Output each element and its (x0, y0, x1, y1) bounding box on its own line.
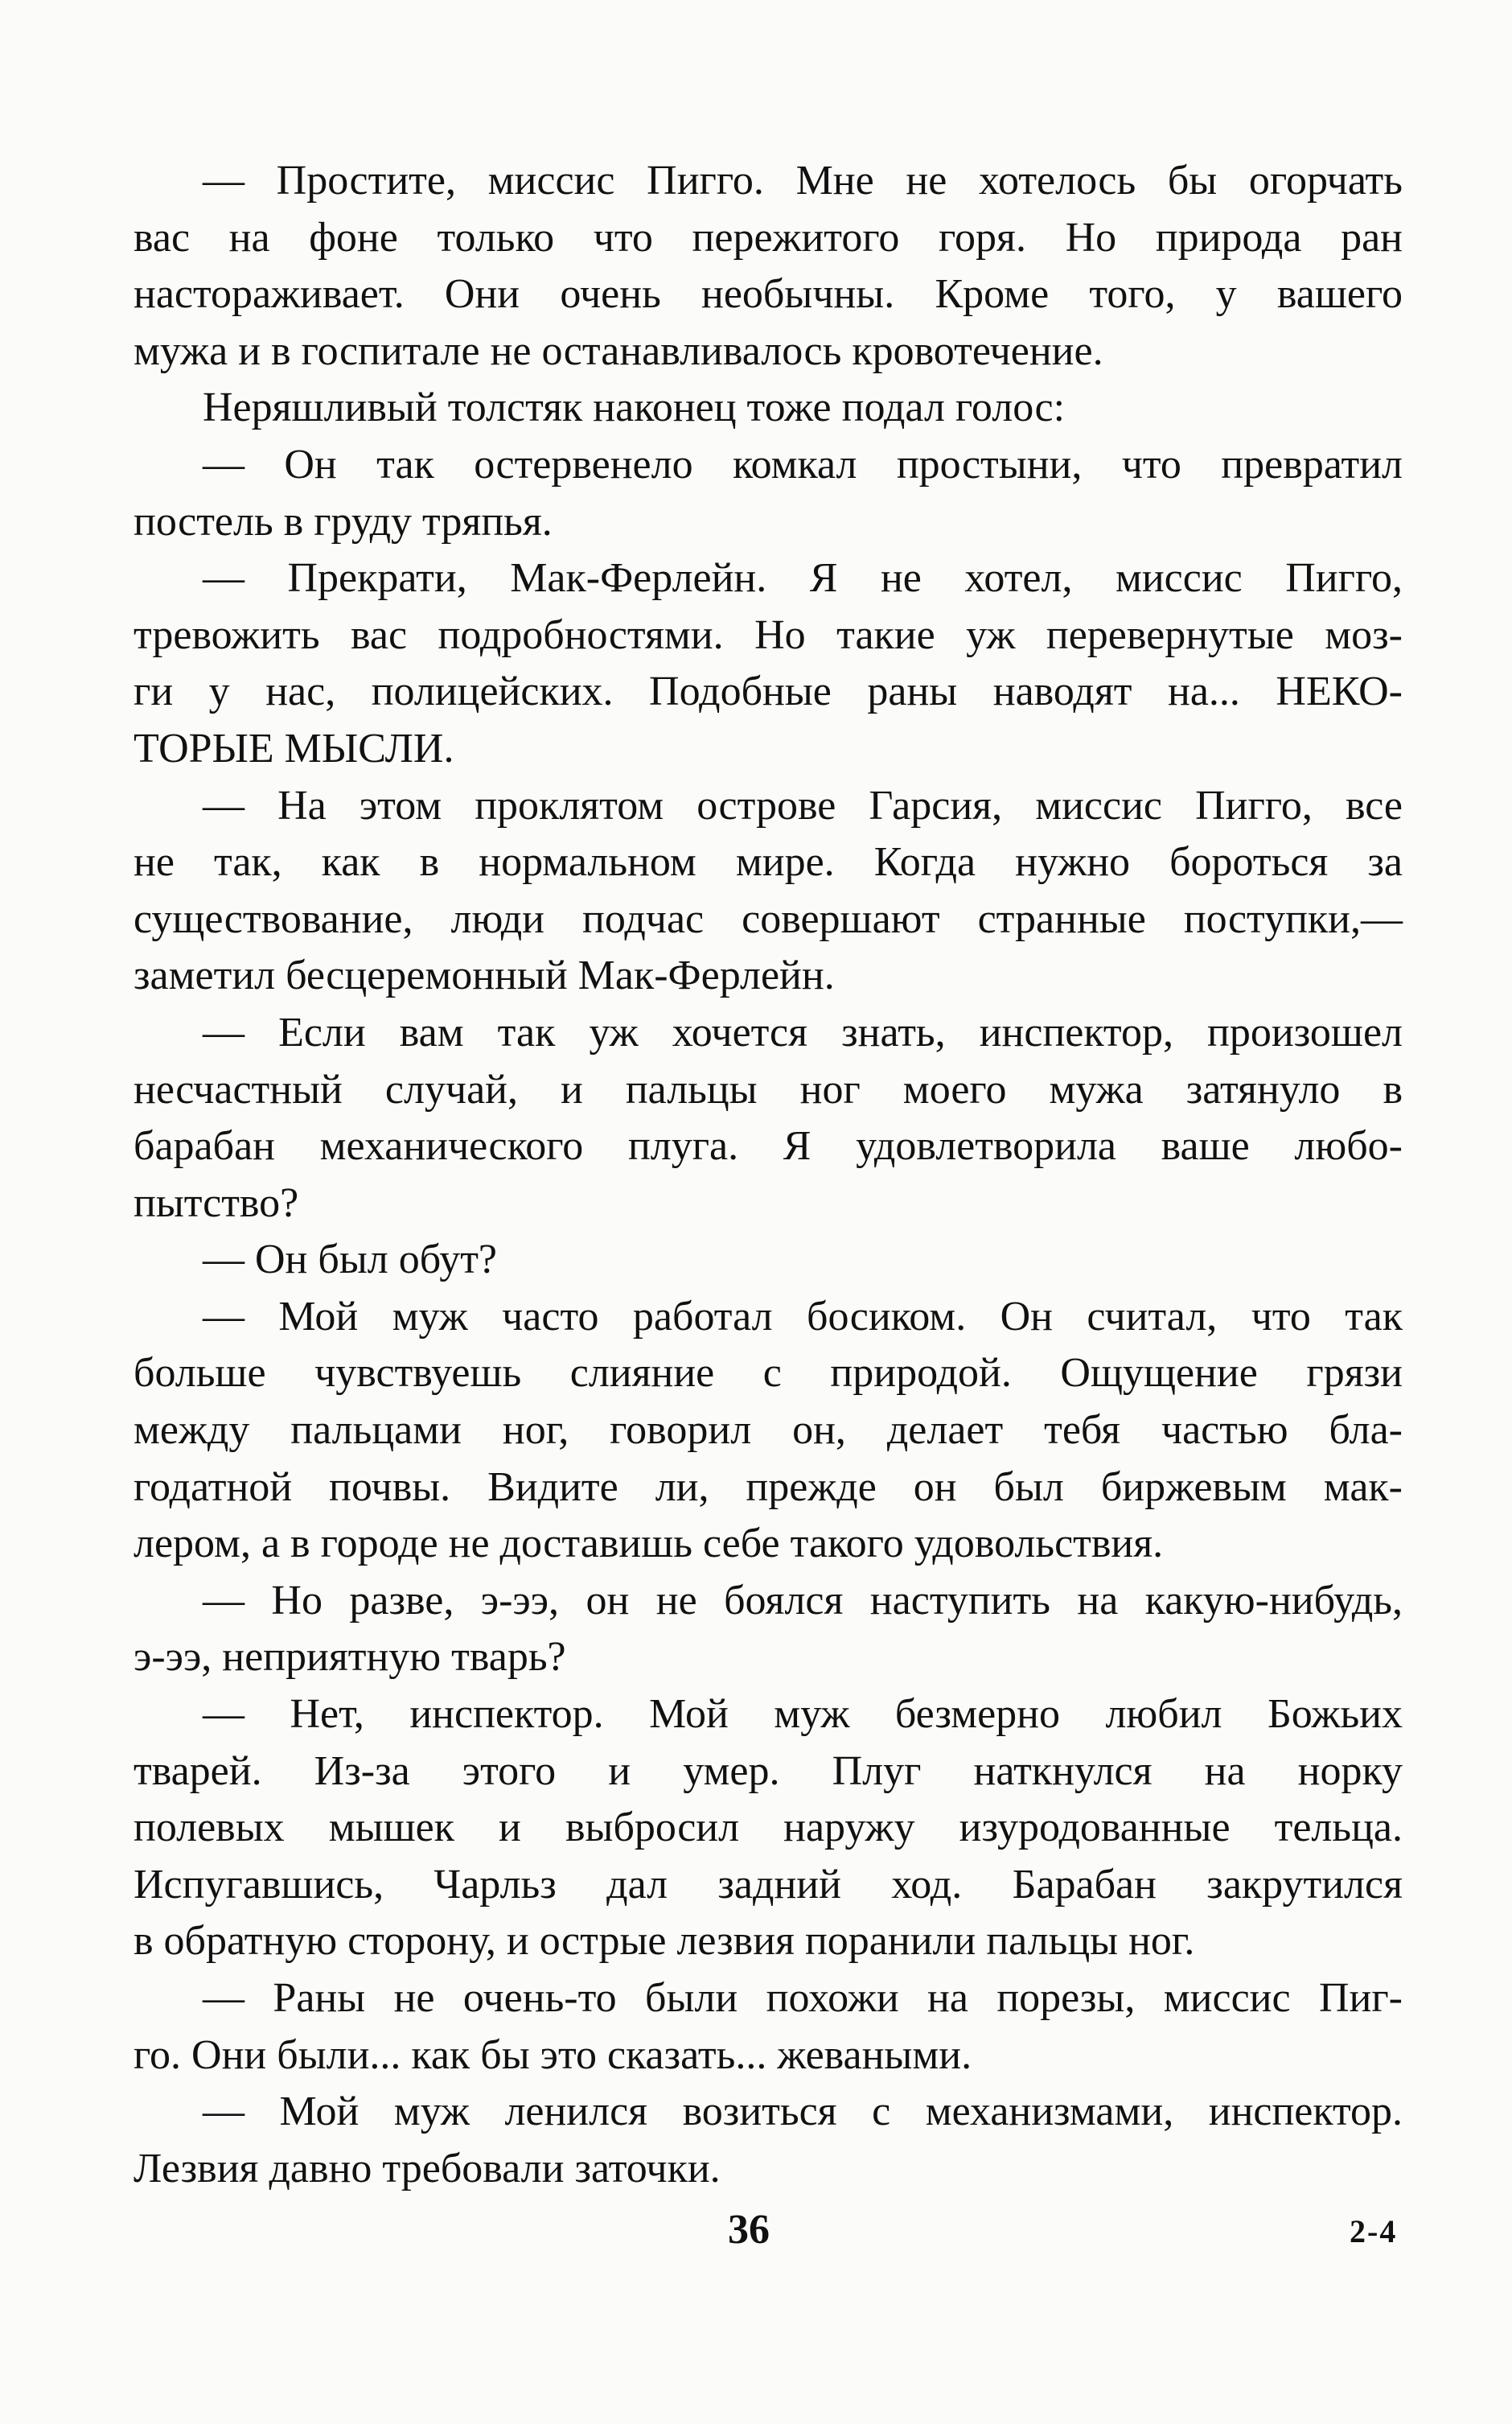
text-line: го. Они были... как бы это сказать... жеваными. (134, 2031, 972, 2078)
text-line: — Мой муж часто работал босиком. Он считал, что так (203, 1293, 1403, 1340)
text-line: э-ээ, неприятную тварь? (134, 1634, 566, 1681)
text-line: существование, люди подчас совершают странные поступки,— (134, 895, 1403, 942)
signature-mark: 2-4 (1350, 2213, 1398, 2249)
text-line: — Он был обут? (203, 1237, 498, 1283)
text-line: не так, как в нормальном мире. Когда нужно бороться за (134, 839, 1403, 886)
page-number: 36 (728, 2207, 770, 2253)
text-line: — Простите, миссис Пигго. Мне не хотелось бы огорчать (203, 158, 1403, 204)
text-line: полевых мышек и выбросил наружу изуродованные тельца. (134, 1805, 1403, 1851)
text-line: — Прекрати, Мак-Ферлейн. Я не хотел, миссис Пигго, (203, 555, 1403, 602)
text-line: — Мой муж ленился возиться с механизмами, инспектор. (203, 2089, 1403, 2135)
text-line: вас на фоне только что пережитого горя. Но природа ран (134, 214, 1403, 261)
text-line: между пальцами ног, говорил он, делает тебя частью бла- (134, 1407, 1403, 1454)
text-line: больше чувствуешь слияние с природой. Ощущение грязи (134, 1350, 1403, 1397)
text-line: постель в груду тряпья. (134, 498, 553, 545)
text-line: — Если вам так уж хочется знать, инспектор, произошел (203, 1009, 1403, 1056)
text-line: — Раны не очень-то были похожи на порезы, миссис Пиг- (203, 1975, 1403, 2021)
text-line: — На этом проклятом острове Гарсия, миссис Пигго, все (203, 782, 1403, 829)
text-line: ги у нас, полицейских. Подобные раны наводят на... НЕКО- (134, 669, 1403, 715)
text-line: Неряшливый толстяк наконец тоже подал голос: (203, 385, 1066, 431)
text-line: заметил бесцеремонный Мак-Ферлейн. (134, 953, 835, 999)
text-line: — Но разве, э-ээ, он не боялся наступить на какую-нибудь, (203, 1577, 1403, 1624)
text-line: — Нет, инспектор. Мой муж безмерно любил Божьих (203, 1691, 1403, 1738)
text-line: настораживает. Они очень необычны. Кроме того, у вашего (134, 271, 1403, 318)
text-line: годатной почвы. Видите ли, прежде он был биржевым мак- (134, 1463, 1403, 1510)
text-line: мужа и в госпитале не останавливалось кровотечение. (134, 327, 1103, 374)
text-line: — Он так остервенело комкал простыни, что превратил (203, 441, 1403, 488)
text-line: Лезвия давно требовали заточки. (134, 2145, 721, 2191)
text-line: пытство? (134, 1179, 299, 1226)
text-line: Испугавшись, Чарльз дал задний ход. Барабан закрутился (134, 1861, 1403, 1908)
text-line: тварей. Из-за этого и умер. Плуг наткнулся на норку (134, 1747, 1403, 1794)
text-line: ТОРЫЕ МЫСЛИ. (134, 725, 454, 772)
text-line: лером, а в городе не доставишь себе такого удовольствия. (134, 1521, 1164, 1567)
text-line: барабан механического плуга. Я удовлетворила ваше любо- (134, 1123, 1403, 1170)
text-line: в обратную сторону, и острые лезвия поранили пальцы ног. (134, 1918, 1195, 1965)
body-text (134, 153, 1403, 2197)
text-line: тревожить вас подробностями. Но такие уж перевернутые моз- (134, 611, 1403, 658)
text-line: несчастный случай, и пальцы ног моего мужа затянуло в (134, 1066, 1403, 1113)
